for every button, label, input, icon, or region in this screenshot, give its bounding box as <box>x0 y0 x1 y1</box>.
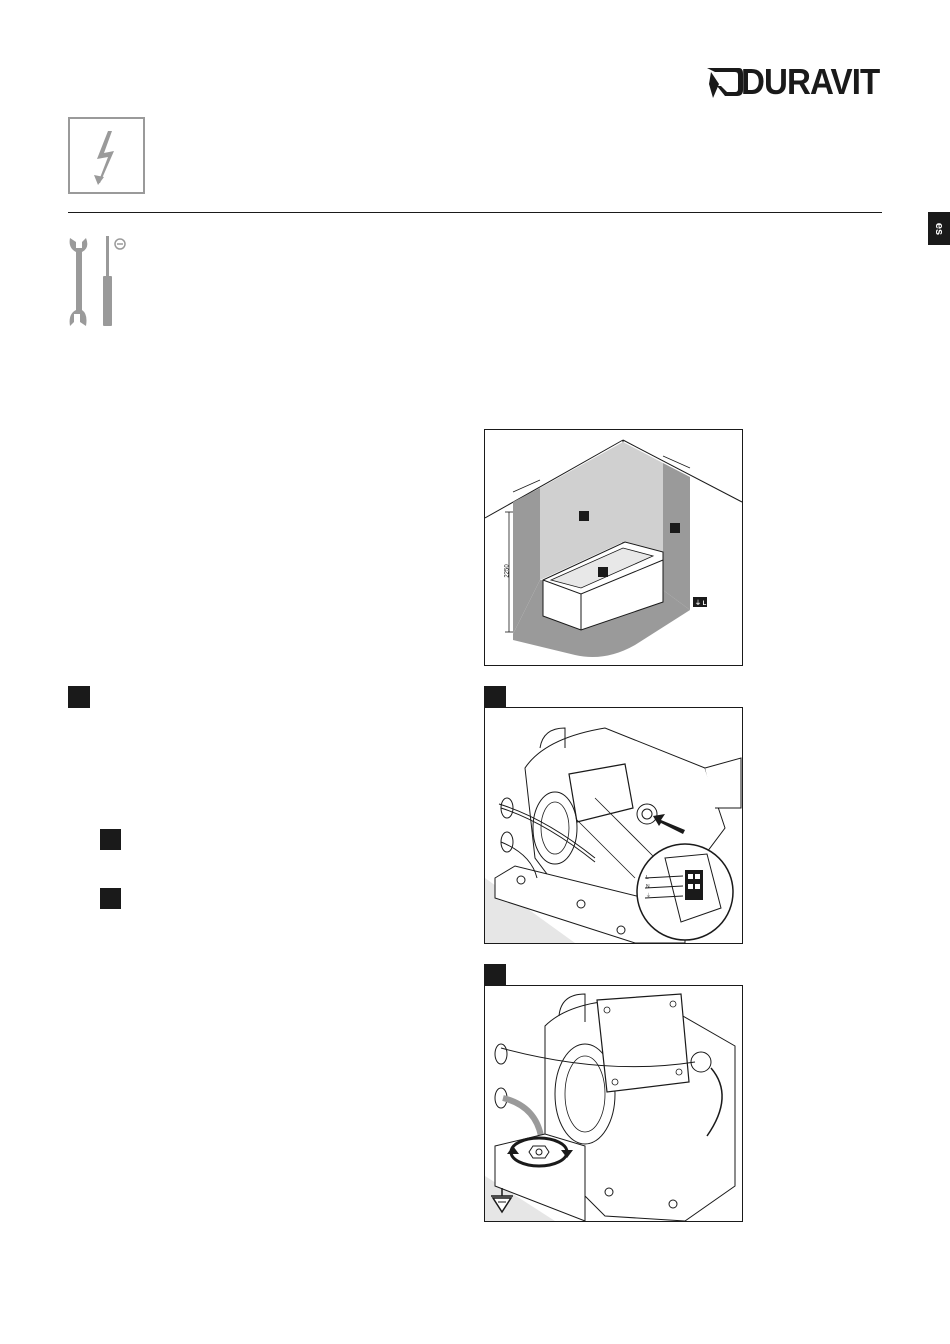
duravit-logo <box>705 62 890 102</box>
figure-tab-ground <box>484 964 506 985</box>
figure-tab-terminal <box>484 686 506 707</box>
terminal-label-l: L <box>646 875 649 881</box>
grounding-figure <box>484 985 743 1222</box>
terminal-box-figure <box>484 707 743 944</box>
zone-height-label: 2250 <box>504 564 511 578</box>
bathroom-zones-figure <box>484 429 743 666</box>
electrical-warning-frame <box>68 117 145 194</box>
terminal-label-earth: ⏚ <box>646 893 652 899</box>
header-divider <box>68 212 882 213</box>
step-marker-b <box>100 829 121 850</box>
step-marker-c <box>100 888 121 909</box>
bathroom-zones-illustration <box>485 430 742 665</box>
electrical-hazard-icon <box>70 119 143 192</box>
wrench-screwdriver-icon <box>66 234 128 328</box>
language-tab[interactable] <box>928 212 950 245</box>
tools-required-block <box>66 234 128 328</box>
terminal-labels <box>646 874 651 901</box>
outlet-label: ⏚ L <box>695 601 707 607</box>
step-marker-a <box>68 686 90 708</box>
logo-bird-icon <box>705 64 745 100</box>
pump-grounding-illustration <box>485 986 742 1221</box>
brand-wordmark: DURAVIT <box>741 61 880 102</box>
terminal-label-n: N <box>646 884 650 890</box>
language-tab-label: es <box>933 222 945 235</box>
earth-ground-icon <box>489 1186 515 1214</box>
pump-terminal-illustration <box>485 708 742 943</box>
